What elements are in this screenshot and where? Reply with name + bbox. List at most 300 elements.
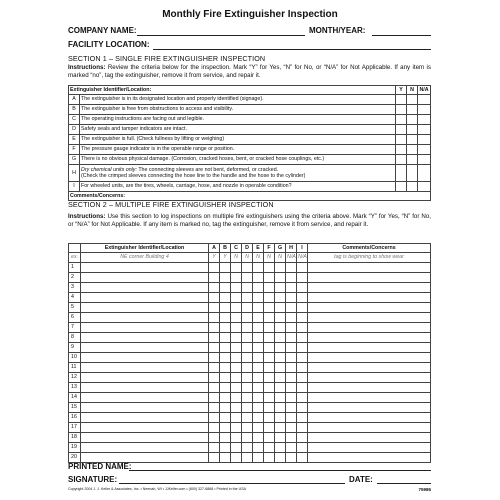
log-row [69,453,431,463]
n-check-cell[interactable] [407,182,418,192]
criteria-check-cell[interactable] [220,383,231,393]
location-cell[interactable] [81,413,209,423]
comment-cell[interactable] [308,303,431,313]
criteria-check-cell[interactable] [209,323,220,333]
criteria-check-cell[interactable] [297,433,308,443]
criteria-check-cell[interactable] [253,303,264,313]
criteria-check-cell[interactable] [297,443,308,453]
extinguisher-id-label[interactable]: Extinguisher Identifier/Location: [69,86,396,95]
criteria-check-cell[interactable] [242,263,253,273]
criteria-check-cell[interactable] [220,423,231,433]
form-code: 75986 [418,487,431,492]
comment-cell[interactable] [308,353,431,363]
criteria-check-cell[interactable] [297,323,308,333]
location-cell[interactable] [81,363,209,373]
comments-field[interactable]: Comments/Concerns: [69,192,431,201]
criteria-check-cell[interactable] [275,423,286,433]
y-check-cell[interactable] [396,125,407,135]
criteria-check-cell[interactable] [286,343,297,353]
criteria-check-cell[interactable] [242,453,253,463]
location-cell[interactable] [81,433,209,443]
location-cell[interactable] [81,373,209,383]
criteria-check-cell[interactable] [242,293,253,303]
criteria-check-cell[interactable] [297,303,308,313]
criteria-check-cell[interactable] [242,283,253,293]
criteria-check-cell[interactable] [209,373,220,383]
criteria-check-cell[interactable] [209,313,220,323]
criteria-check-cell[interactable] [275,393,286,403]
y-check-cell[interactable] [396,105,407,115]
criteria-check-cell[interactable] [286,383,297,393]
criteria-check-cell[interactable] [209,333,220,343]
criteria-check-cell[interactable] [209,343,220,353]
criteria-check-cell[interactable] [231,273,242,283]
row-number: 19 [69,443,81,453]
na-check-cell[interactable] [418,125,431,135]
criteria-check-cell[interactable] [209,433,220,443]
criteria-check-cell[interactable] [220,293,231,303]
col-na: N/A [419,86,429,93]
copyright-text: Copyright 2004 J. J. Keller & Associates, Inc. • Neenah, WI • JJKeller.com • (800) 327-6868 • Printed in the USA [68,487,247,491]
criteria-check-cell[interactable] [220,303,231,313]
na-check-cell[interactable] [418,115,431,125]
criteria-check-cell[interactable] [275,453,286,463]
month-year-field[interactable] [372,35,431,36]
row-number: 10 [69,353,81,363]
criteria-check-cell[interactable] [253,283,264,293]
criteria-check-cell[interactable] [209,383,220,393]
n-check-cell[interactable] [407,145,418,155]
na-check-cell[interactable] [418,105,431,115]
criteria-check-cell[interactable] [297,343,308,353]
criteria-check-cell[interactable] [242,313,253,323]
criteria-check-cell[interactable] [220,273,231,283]
criteria-check-cell[interactable] [209,363,220,373]
criteria-check-cell[interactable] [297,403,308,413]
log-row [69,303,431,313]
criteria-check-cell[interactable] [242,323,253,333]
criteria-check-cell[interactable] [286,423,297,433]
criteria-check-cell[interactable] [297,313,308,323]
row-number: 17 [69,423,81,433]
criteria-check-cell[interactable] [220,453,231,463]
criteria-check-cell[interactable] [275,263,286,273]
criteria-check-cell[interactable] [264,333,275,343]
criteria-check-cell[interactable] [275,413,286,423]
criteria-check-cell[interactable] [253,453,264,463]
criteria-check-cell[interactable] [253,323,264,333]
criteria-letter: F [69,145,80,155]
criteria-check-cell[interactable] [297,393,308,403]
criteria-check-cell[interactable] [264,443,275,453]
criteria-check-cell[interactable] [231,283,242,293]
criteria-check-cell[interactable] [286,333,297,343]
y-check-cell[interactable] [396,155,407,165]
y-check-cell[interactable] [396,182,407,192]
n-check-cell[interactable] [407,115,418,125]
criteria-check-cell[interactable] [209,443,220,453]
signature-field[interactable] [119,483,345,484]
criteria-check-cell[interactable] [242,353,253,363]
criteria-check-cell[interactable] [242,303,253,313]
comment-cell[interactable] [308,363,431,373]
location-cell[interactable] [81,423,209,433]
criteria-check-cell[interactable] [231,293,242,303]
criteria-header: I [297,244,308,253]
example-location: NE corner Building 4 [81,253,209,263]
criteria-check-cell[interactable] [220,413,231,423]
criteria-check-cell[interactable] [264,263,275,273]
log-row [69,273,431,283]
location-cell[interactable] [81,453,209,463]
criteria-check-cell[interactable] [264,383,275,393]
example-label: ex. [69,253,81,263]
criteria-check-cell[interactable] [264,313,275,323]
comment-cell[interactable] [308,343,431,353]
location-cell[interactable] [81,293,209,303]
criteria-check-cell[interactable] [253,433,264,443]
comment-cell[interactable] [308,263,431,273]
comment-cell[interactable] [308,383,431,393]
facility-location-field[interactable] [153,49,431,50]
log-row [69,323,431,333]
criteria-check-cell[interactable] [220,393,231,403]
n-check-cell[interactable] [407,155,418,165]
na-check-cell[interactable] [418,182,431,192]
criteria-check-cell[interactable] [286,313,297,323]
location-cell[interactable] [81,303,209,313]
log-row [69,283,431,293]
company-name-field[interactable] [137,35,305,36]
comment-cell[interactable] [308,443,431,453]
criteria-check-cell[interactable] [231,303,242,313]
criteria-check-cell[interactable] [286,443,297,453]
criteria-check-cell[interactable] [231,383,242,393]
criteria-check-cell[interactable] [242,393,253,403]
y-check-cell[interactable] [396,95,407,105]
criteria-check-cell[interactable] [264,453,275,463]
criteria-check-cell[interactable] [286,303,297,313]
multi-table-header [69,244,431,253]
form-title: Monthly Fire Extinguisher Inspection [162,9,338,20]
row-number: 20 [69,453,81,463]
criteria-check-cell[interactable] [275,363,286,373]
n-check-cell[interactable] [407,95,418,105]
criteria-check-cell[interactable] [220,443,231,453]
criteria-check-cell[interactable] [286,393,297,403]
comment-cell[interactable] [308,393,431,403]
criteria-check-cell[interactable] [231,343,242,353]
criteria-check-cell[interactable] [264,423,275,433]
criteria-check-cell[interactable] [253,333,264,343]
printed-name-field[interactable] [129,470,431,471]
criteria-check-cell[interactable] [275,273,286,283]
criteria-check-cell[interactable] [231,443,242,453]
criteria-check-cell[interactable] [209,353,220,363]
location-cell[interactable] [81,313,209,323]
criteria-check-cell[interactable] [209,423,220,433]
criteria-check-cell[interactable] [264,373,275,383]
section1-heading: SECTION 1 – SINGLE FIRE EXTINGUISHER INSPECTION [68,54,266,63]
criteria-text-line2: (Check the crimped sleeves connecting the hose line to the handle and the hose to the cylinder) [81,173,306,179]
criteria-check-cell[interactable] [253,443,264,453]
criteria-check-cell[interactable] [264,413,275,423]
example-mark: N [275,253,286,263]
criteria-check-cell[interactable] [253,403,264,413]
criteria-check-cell[interactable] [209,413,220,423]
criteria-check-cell[interactable] [264,323,275,333]
criteria-check-cell[interactable] [253,393,264,403]
location-cell[interactable] [81,333,209,343]
location-cell[interactable] [81,263,209,273]
criteria-check-cell[interactable] [209,303,220,313]
criteria-check-cell[interactable] [242,413,253,423]
criteria-check-cell[interactable] [264,283,275,293]
n-check-cell[interactable] [407,135,418,145]
criteria-check-cell[interactable] [297,293,308,303]
criteria-check-cell[interactable] [264,393,275,403]
criteria-check-cell[interactable] [242,423,253,433]
criteria-check-cell[interactable] [220,313,231,323]
criteria-check-cell[interactable] [297,273,308,283]
date-field[interactable] [377,483,431,484]
criteria-check-cell[interactable] [264,353,275,363]
criteria-check-cell[interactable] [231,373,242,383]
criteria-check-cell[interactable] [209,283,220,293]
criteria-check-cell[interactable] [253,313,264,323]
criteria-check-cell[interactable] [231,453,242,463]
criteria-check-cell[interactable] [231,433,242,443]
criteria-check-cell[interactable] [220,433,231,443]
location-cell[interactable] [81,353,209,363]
na-check-cell[interactable] [418,135,431,145]
example-comment: tag is beginning to show wear [308,253,431,263]
criteria-check-cell[interactable] [220,323,231,333]
criteria-check-cell[interactable] [286,403,297,413]
criteria-text: The extinguisher is free from obstructions to access and visibility. [80,105,396,115]
criteria-check-cell[interactable] [242,343,253,353]
criteria-check-cell[interactable] [275,293,286,303]
criteria-check-cell[interactable] [264,303,275,313]
section1-instructions [68,64,431,79]
printed-name-label: PRINTED NAME: [68,462,132,471]
criteria-header: H [286,244,297,253]
criteria-check-cell[interactable] [242,373,253,383]
criteria-text: The pressure gauge indicator is in the operable range or position. [80,145,396,155]
criteria-check-cell[interactable] [231,323,242,333]
criteria-check-cell[interactable] [275,353,286,363]
criteria-check-cell[interactable] [220,403,231,413]
criteria-check-cell[interactable] [253,423,264,433]
location-cell[interactable] [81,323,209,333]
criteria-check-cell[interactable] [242,273,253,283]
criteria-check-cell[interactable] [275,443,286,453]
criteria-check-cell[interactable] [297,353,308,363]
criteria-check-cell[interactable] [286,293,297,303]
criteria-check-cell[interactable] [220,333,231,343]
n-check-cell[interactable] [407,105,418,115]
criteria-check-cell[interactable] [275,403,286,413]
location-cell[interactable] [81,443,209,453]
comments-header: Comments/Concerns [308,244,431,253]
criteria-check-cell[interactable] [297,283,308,293]
criteria-check-cell[interactable] [264,273,275,283]
criteria-check-cell[interactable] [242,383,253,393]
criteria-check-cell[interactable] [242,433,253,443]
criteria-check-cell[interactable] [231,413,242,423]
location-cell[interactable] [81,343,209,353]
criteria-check-cell[interactable] [297,363,308,373]
criteria-check-cell[interactable] [275,373,286,383]
example-mark: N/A [286,253,297,263]
criteria-check-cell[interactable] [275,333,286,343]
y-check-cell[interactable] [396,135,407,145]
section1-instructions-text: Review the criteria below for the inspection. Mark “Y” for Yes, “N” for No, or “N/A” for Not Applicable. If any item is marked “no”, tag the extinguisher, remove it from service, and repair it. [68,64,431,79]
row-number: 5 [69,303,81,313]
criteria-check-cell[interactable] [253,413,264,423]
criteria-check-cell[interactable] [220,353,231,363]
location-cell[interactable] [81,273,209,283]
criteria-check-cell[interactable] [264,403,275,413]
criteria-check-cell[interactable] [264,363,275,373]
criteria-check-cell[interactable] [253,373,264,383]
criteria-check-cell[interactable] [220,343,231,353]
y-check-cell[interactable] [396,145,407,155]
comment-cell[interactable] [308,403,431,413]
criteria-check-cell[interactable] [242,363,253,373]
criteria-check-cell[interactable] [220,373,231,383]
criteria-check-cell[interactable] [253,343,264,353]
comment-cell[interactable] [308,293,431,303]
comment-cell[interactable] [308,273,431,283]
criteria-check-cell[interactable] [253,263,264,273]
criteria-check-cell[interactable] [286,413,297,423]
criteria-check-cell[interactable] [231,393,242,403]
comment-cell[interactable] [308,333,431,343]
row-number-header [69,244,81,253]
row-number: 16 [69,413,81,423]
criteria-check-cell[interactable] [220,363,231,373]
criteria-check-cell[interactable] [264,293,275,303]
criteria-check-cell[interactable] [286,373,297,383]
criteria-check-cell[interactable] [297,413,308,423]
comment-cell[interactable] [308,313,431,323]
criteria-header: F [264,244,275,253]
criteria-row [69,182,431,192]
criteria-check-cell[interactable] [297,263,308,273]
criteria-check-cell[interactable] [231,333,242,343]
criteria-check-cell[interactable] [275,303,286,313]
na-check-cell[interactable] [418,145,431,155]
comment-cell[interactable] [308,373,431,383]
example-mark: N [231,253,242,263]
criteria-check-cell[interactable] [231,263,242,273]
criteria-check-cell[interactable] [286,273,297,283]
criteria-check-cell[interactable] [242,403,253,413]
single-table-header [69,86,431,95]
criteria-check-cell[interactable] [253,293,264,303]
criteria-check-cell[interactable] [286,433,297,443]
criteria-check-cell[interactable] [297,453,308,463]
criteria-check-cell[interactable] [286,263,297,273]
criteria-check-cell[interactable] [297,333,308,343]
example-mark: N [253,253,264,263]
n-check-cell[interactable] [407,165,418,182]
criteria-row [69,115,431,125]
comment-cell[interactable] [308,453,431,463]
y-check-cell[interactable] [396,115,407,125]
location-cell[interactable] [81,283,209,293]
comment-cell[interactable] [308,423,431,433]
comment-cell[interactable] [308,283,431,293]
criteria-check-cell[interactable] [286,283,297,293]
criteria-check-cell[interactable] [286,353,297,363]
inspection-form [57,0,443,500]
example-mark: N/A [297,253,308,263]
na-check-cell[interactable] [418,165,431,182]
criteria-check-cell[interactable] [275,383,286,393]
comment-cell[interactable] [308,413,431,423]
comment-cell[interactable] [308,323,431,333]
criteria-check-cell[interactable] [209,403,220,413]
criteria-check-cell[interactable] [275,343,286,353]
criteria-check-cell[interactable] [231,313,242,323]
criteria-check-cell[interactable] [297,423,308,433]
criteria-check-cell[interactable] [209,453,220,463]
criteria-header: A [209,244,220,253]
criteria-check-cell[interactable] [242,443,253,453]
na-check-cell[interactable] [418,155,431,165]
criteria-check-cell[interactable] [209,293,220,303]
criteria-check-cell[interactable] [253,353,264,363]
criteria-check-cell[interactable] [220,263,231,273]
criteria-check-cell[interactable] [275,313,286,323]
criteria-row [69,145,431,155]
criteria-check-cell[interactable] [209,263,220,273]
criteria-check-cell[interactable] [231,353,242,363]
criteria-check-cell[interactable] [242,333,253,343]
criteria-check-cell[interactable] [253,363,264,373]
criteria-check-cell[interactable] [253,273,264,283]
location-cell[interactable] [81,383,209,393]
criteria-text [80,165,396,182]
criteria-check-cell[interactable] [275,323,286,333]
criteria-check-cell[interactable] [286,363,297,373]
y-check-cell[interactable] [396,165,407,182]
criteria-check-cell[interactable] [264,433,275,443]
criteria-check-cell[interactable] [231,423,242,433]
criteria-check-cell[interactable] [286,453,297,463]
criteria-check-cell[interactable] [231,363,242,373]
criteria-check-cell[interactable] [275,433,286,443]
criteria-text-italic: Dry chemical units only: [81,166,137,173]
criteria-check-cell[interactable] [264,343,275,353]
criteria-check-cell[interactable] [253,383,264,393]
criteria-check-cell[interactable] [275,283,286,293]
comment-cell[interactable] [308,433,431,443]
criteria-check-cell[interactable] [231,403,242,413]
criteria-check-cell[interactable] [209,393,220,403]
location-cell[interactable] [81,403,209,413]
criteria-check-cell[interactable] [297,373,308,383]
location-cell[interactable] [81,393,209,403]
criteria-check-cell[interactable] [297,383,308,393]
na-check-cell[interactable] [418,95,431,105]
criteria-check-cell[interactable] [286,323,297,333]
criteria-check-cell[interactable] [209,273,220,283]
n-check-cell[interactable] [407,125,418,135]
criteria-check-cell[interactable] [220,283,231,293]
